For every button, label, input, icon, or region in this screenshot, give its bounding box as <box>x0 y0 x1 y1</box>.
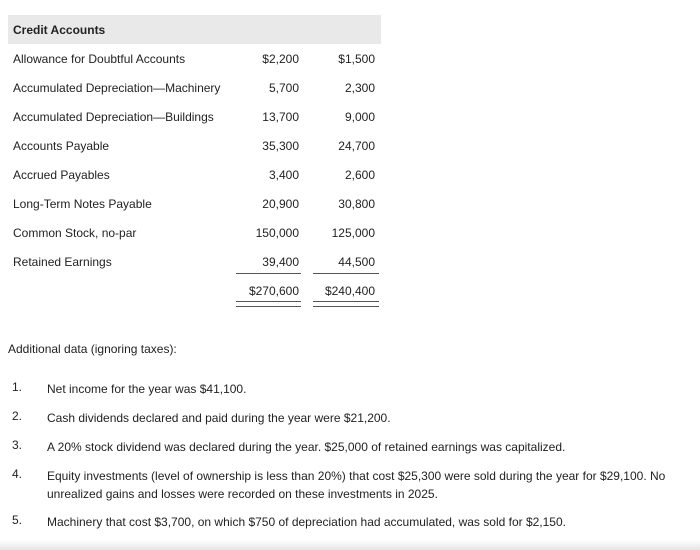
row-value-current: $2,200 <box>262 52 299 66</box>
subtotal-rule-prior <box>313 273 379 274</box>
additional-data-heading: Additional data (ignoring taxes): <box>8 342 177 356</box>
row-value-prior: 9,000 <box>344 110 375 124</box>
table-total-row <box>8 276 381 305</box>
note-number: 5. <box>12 513 23 527</box>
subtotal-rule-current <box>236 273 301 274</box>
row-value-prior: 125,000 <box>331 226 375 240</box>
row-value-current: 20,900 <box>262 197 299 211</box>
row-value-prior: 30,800 <box>338 197 375 211</box>
row-value-current: 5,700 <box>268 81 299 95</box>
table-row <box>8 131 381 160</box>
note-text: Machinery that cost $3,700, on which $750 of depreciation had accumulated, was sold for $2,150. <box>47 515 566 529</box>
table-row <box>8 44 381 73</box>
note-number: 3. <box>12 438 23 452</box>
total-prior: $240,400 <box>324 284 375 298</box>
row-value-current: 13,700 <box>262 110 299 124</box>
row-value-current: 39,400 <box>262 255 299 269</box>
note-text: A 20% stock dividend was declared during the year. $25,000 of retained earnings was capitalized. <box>47 440 566 454</box>
table-row <box>8 102 381 131</box>
note-text: Cash dividends declared and paid during the year were $21,200. <box>47 411 391 425</box>
page-bottom-shadow <box>0 540 700 550</box>
row-label: Long-Term Notes Payable <box>13 197 152 211</box>
row-value-prior: $1,500 <box>338 52 375 66</box>
note-number: 2. <box>12 409 23 423</box>
note-number: 4. <box>12 467 23 481</box>
total-double-rule-current <box>236 301 301 307</box>
row-label: Allowance for Doubtful Accounts <box>13 52 186 66</box>
row-value-prior: 24,700 <box>338 139 375 153</box>
credit-accounts-table <box>8 15 381 305</box>
table-row <box>8 218 381 247</box>
row-value-current: 150,000 <box>255 226 299 240</box>
row-label: Common Stock, no-par <box>13 226 137 240</box>
row-label: Accumulated Depreciation—Machinery <box>13 81 221 95</box>
table-row <box>8 160 381 189</box>
row-label: Accumulated Depreciation—Buildings <box>13 110 214 124</box>
row-value-current: 3,400 <box>268 168 299 182</box>
table-title: Credit Accounts <box>13 22 106 37</box>
note-text: Equity investments (level of ownership is less than 20%) that cost $25,300 were sold during the year for $29,100. No unrealized gains and losses were recorded on these investments in 2025. <box>47 469 666 501</box>
row-value-prior: 2,300 <box>344 81 375 95</box>
table-row <box>8 189 381 218</box>
total-current: $270,600 <box>248 284 299 298</box>
table-row <box>8 247 381 276</box>
table-row <box>8 73 381 102</box>
row-label: Accrued Payables <box>13 168 110 182</box>
note-text: Net income for the year was $41,100. <box>47 382 247 396</box>
total-double-rule-prior <box>313 301 379 307</box>
row-value-prior: 2,600 <box>344 168 375 182</box>
note-number: 1. <box>12 380 23 394</box>
row-label: Retained Earnings <box>13 255 112 269</box>
row-value-prior: 44,500 <box>338 255 375 269</box>
row-label: Accounts Payable <box>13 139 110 153</box>
table-header <box>8 15 381 44</box>
row-value-current: 35,300 <box>262 139 299 153</box>
